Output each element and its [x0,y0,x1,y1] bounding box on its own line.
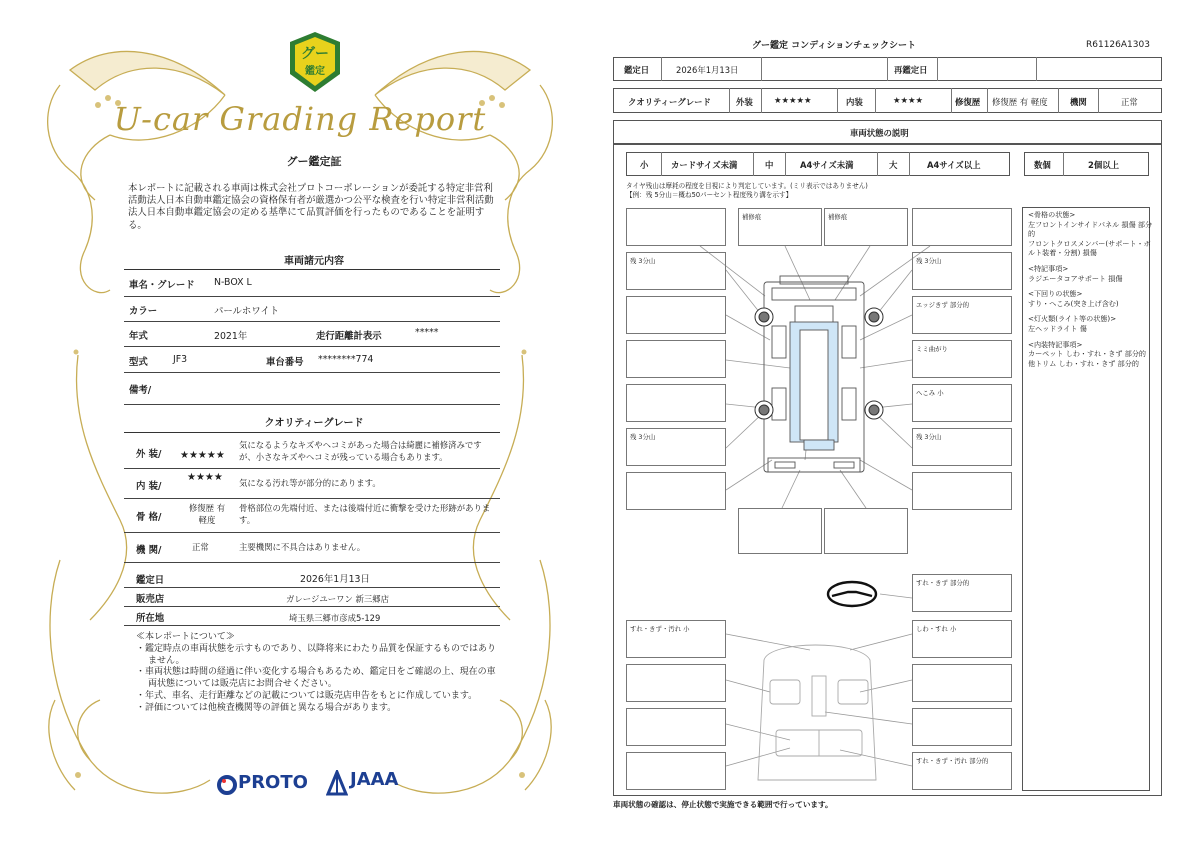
model-value: JF3 [173,354,188,365]
interior-box [626,752,726,790]
side-notes: <骨格の状態> 左フロントインサイドパネル 損傷 部分的 フロントクロスメンバー(サポート・ボルト装着・分割) 損傷 <特記事項> ラジエータコアサポート 損傷 <下回りの状態> すり・へこみ(突き上げ含む) <灯火類(ライト等の状態)> 左ヘッドライト 傷 <内装特記事項> カーペット しわ・すれ・きず 部分的 他トリム しわ・すれ・きず 部分的 [1028,210,1153,368]
footer-note: 車両状態の確認は、停止状態で実施できる範囲で行っています。 [613,800,833,809]
car-name-label: 車名・グレード [129,280,195,291]
goo-appraisal-badge [286,30,344,96]
tire-note-2: 【例：残 5分山＝概ね50パーセント程度残り溝を示す】 [626,191,793,199]
exterior-label: 外 装/ [136,449,162,460]
color-label: カラー [129,306,158,317]
mileage-label: 走行距離計表示 [316,331,382,342]
shop-value: ガレージユーワン 新三郷店 [286,594,389,604]
jaaa-logo-text: JAAA [350,769,399,790]
size-large-desc: A4サイズ以上 [927,160,981,170]
mileage-value: ***** [415,327,439,338]
count-desc: 2個以上 [1088,160,1119,170]
exterior-box [912,472,1012,510]
badge-line1: グー [301,46,329,62]
size-large: 大 [889,160,898,170]
exterior-box: 残 3分山 [626,428,726,466]
proto-logo-text: PROTO [238,772,308,793]
exterior-box [626,340,726,378]
size-small-desc: カードサイズ未満 [671,160,738,170]
exterior-box [738,508,822,554]
notes-title: ≪本レポートについて≫ [136,632,235,642]
interior-label: 内 装/ [136,481,162,492]
exterior-box [626,384,726,422]
ext-label: 外装 [736,97,753,107]
engine-value-r: 正常 [1121,97,1138,107]
exterior-box: エッジきず 部分的 [912,296,1012,334]
interior-box [912,664,1012,702]
reappraisal-label: 再鑑定日 [894,65,928,75]
color-value: パールホワイト [214,306,280,317]
remarks-label: 備考/ [129,385,152,396]
repair-label: 修復歴 [955,97,981,107]
report-notes [136,632,496,715]
steering-box: すれ・きず 部分的 [912,574,1012,612]
model-label: 型式 [129,357,148,368]
interior-box: しわ・すれ 小 [912,620,1012,658]
exterior-box: ミミ曲がり [912,340,1012,378]
note-item: ・評価については他検査機関等の評価と異なる場合があります。 [136,702,397,713]
note-item: ・鑑定時点の車両状態を示すものであり、以降将来にわたり品質を保証するものではありません。 [136,643,497,666]
sheet-id: R61126A1303 [1086,40,1150,50]
ext-value: ★★★★★ [774,95,812,105]
badge-line2: 鑑定 [305,66,325,77]
tire-note-1: タイヤ残山は摩耗の程度を目視により判定しています。(ミリ表示ではありません) [626,182,868,190]
spec-section-title: 車両諸元内容 [284,256,344,267]
interior-desc: 気になる汚れ等が部分的にあります。 [239,478,381,488]
chassis-value: ********774 [318,354,374,365]
exterior-box [912,208,1012,246]
appraisal-date-value: 2026年1月13日 [300,574,370,585]
interior-box [626,708,726,746]
int-label: 内装 [846,97,863,107]
quality-grade-label: クオリティーグレード [628,97,711,107]
date-value: 2026年1月13日 [676,65,739,75]
quality-section-title: クオリティーグレード [264,418,364,429]
size-mid-desc: A4サイズ未満 [800,160,854,170]
car-name-value: N-BOX L [214,277,252,288]
date-label: 鑑定日 [624,65,650,75]
exterior-box [626,472,726,510]
year-label: 年式 [129,331,148,342]
frame-value: 修復歴 有 軽度 [188,503,226,525]
address-value: 埼玉県三郷市彦成5-129 [289,613,381,623]
interior-box: すれ・きず・汚れ 部分的 [912,752,1012,790]
report-cursive-title: U-car Grading Report [113,100,487,138]
interior-stars: ★★★★ [187,472,223,483]
frame-desc: 骨格部位の先端付近、または後端付近に衝撃を受けた形跡があります。 [239,503,491,525]
exterior-box: 残 3分山 [912,428,1012,466]
interior-box [912,708,1012,746]
int-value: ★★★★ [893,95,924,105]
chassis-label: 車台番号 [266,357,304,368]
proto-logo-mark [216,774,238,796]
exterior-desc: 気になるようなキズやヘコミがあった場合は綺麗に補修済みですが、小さなキズやヘコミが残っている場合もあります。 [239,440,482,462]
exterior-box [626,208,726,246]
exterior-box: 残 3分山 [912,252,1012,290]
year-value: 2021年 [214,331,248,342]
interior-box [626,664,726,702]
exterior-box: へこみ 小 [912,384,1012,422]
sheet-title: グー鑑定 コンディションチェックシート [752,41,916,51]
count-label: 数個 [1034,160,1051,170]
exterior-box: 補修痕 [738,208,822,246]
note-item: ・年式、車名、走行距離などの記載については販売店申告をもとに作成しています。 [136,690,478,701]
exterior-stars: ★★★★★ [180,450,225,461]
state-title: 車両状態の説明 [850,128,909,138]
engine-desc: 主要機関に不具合はありません。 [239,542,366,552]
appraisal-date-label: 鑑定日 [136,575,165,586]
exterior-box: 残 3分山 [626,252,726,290]
certificate-title: グー鑑定証 [286,155,342,168]
jaaa-logo-mark [326,770,348,796]
exterior-box [626,296,726,334]
exterior-box [824,508,908,554]
repair-value: 修復歴 有 軽度 [992,97,1048,107]
frame-label: 骨 格/ [136,512,162,523]
size-small: 小 [640,160,649,170]
engine-label-r: 機関 [1070,97,1087,107]
size-mid: 中 [765,160,774,170]
certificate-text: 本レポートに記載される車両は株式会社プロトコーポレーションが委託する特定非営利活動法人日本自動車鑑定協会の資格保有者が厳選かつ公平な検査を行い特定非営利活動法人日本自動車鑑定協会の定める基準にて品質評価を行ったものであることを証明する。 [128,183,494,231]
exterior-box: 補修痕 [824,208,908,246]
steering-wheel-icon [828,582,876,606]
engine-label: 機 関/ [136,545,162,556]
engine-value: 正常 [192,542,209,552]
interior-box: すれ・きず・汚れ 小 [626,620,726,658]
note-item: ・車両状態は時間の経過に伴い変化する場合もあるため、鑑定日をご確認の上、現在の車両状態については販売店にお問合せください。 [136,667,496,690]
address-label: 所在地 [136,613,165,624]
shop-label: 販売店 [136,594,165,605]
